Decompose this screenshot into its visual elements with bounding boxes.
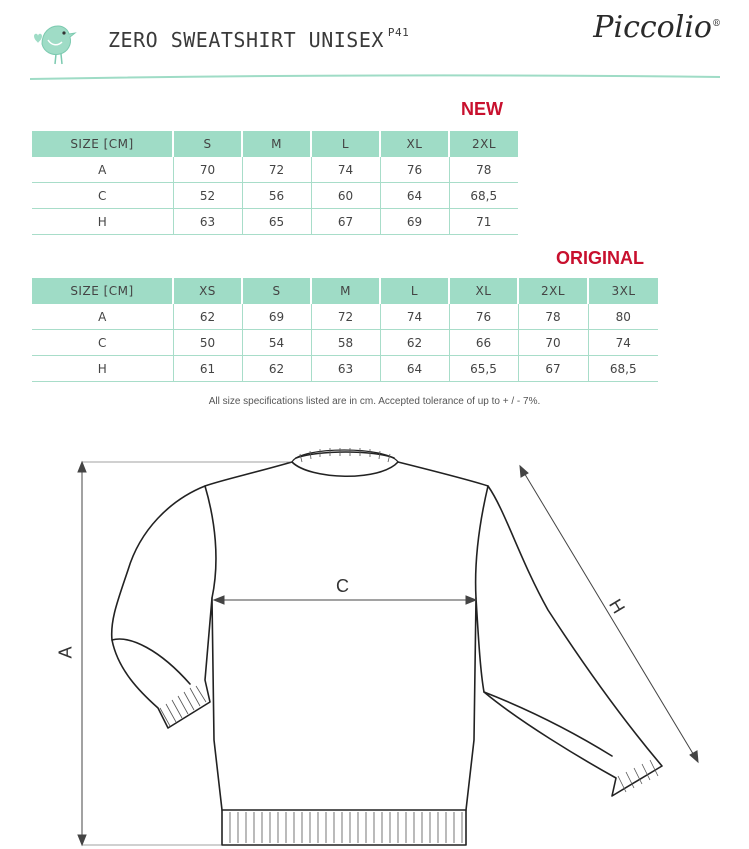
table-cell: 61 xyxy=(173,356,242,382)
table-cell: 64 xyxy=(380,356,449,382)
column-header: XL xyxy=(449,278,518,304)
dimension-a-label: A xyxy=(55,646,76,659)
table-row xyxy=(32,330,658,356)
product-code: P41 xyxy=(387,26,410,39)
column-header: SIZE [CM] xyxy=(32,278,173,304)
table-cell: 80 xyxy=(588,304,658,330)
table-cell: 76 xyxy=(380,157,449,183)
table-row xyxy=(32,209,518,235)
table-cell: 70 xyxy=(518,330,588,356)
column-header: 3XL xyxy=(588,278,658,304)
row-label: C xyxy=(32,330,173,356)
table-header-row xyxy=(32,278,658,304)
table-cell: 58 xyxy=(311,330,380,356)
hem-band xyxy=(222,810,466,845)
brand-logo xyxy=(593,10,721,45)
table-cell: 72 xyxy=(311,304,380,330)
column-header: M xyxy=(311,278,380,304)
table-row xyxy=(32,356,658,382)
page-header xyxy=(0,0,749,80)
collar-outer xyxy=(292,462,398,476)
table-cell: 68,5 xyxy=(449,183,518,209)
table-cell: 52 xyxy=(173,183,242,209)
bird-logo-icon xyxy=(28,12,88,67)
table-cell: 64 xyxy=(380,183,449,209)
brand-name: Piccolio xyxy=(593,10,712,45)
table-cell: 74 xyxy=(311,157,380,183)
new-table-label: NEW xyxy=(461,99,503,119)
original-size-table xyxy=(32,278,658,382)
column-header: XL xyxy=(380,131,449,157)
dimension-c-label: C xyxy=(336,576,349,596)
column-header: L xyxy=(311,131,380,157)
table-cell: 70 xyxy=(173,157,242,183)
row-label: H xyxy=(32,356,173,382)
row-label: C xyxy=(32,183,173,209)
column-header: 2XL xyxy=(449,131,518,157)
tolerance-note: All size specifications listed are in cm. Accepted tolerance of up to + / - 7%. xyxy=(208,396,541,407)
table-cell: 71 xyxy=(449,209,518,235)
table-cell: 68,5 xyxy=(588,356,658,382)
table-cell: 76 xyxy=(449,304,518,330)
product-title: ZERO SWEATSHIRT UNISEX xyxy=(108,28,384,52)
table-cell: 63 xyxy=(173,209,242,235)
table-cell: 66 xyxy=(449,330,518,356)
table-cell: 67 xyxy=(311,209,380,235)
table-cell: 62 xyxy=(173,304,242,330)
left-armhole-seam xyxy=(205,486,216,598)
table-header-row xyxy=(32,131,518,157)
table-cell: 63 xyxy=(311,356,380,382)
table-cell: 60 xyxy=(311,183,380,209)
right-armhole-seam xyxy=(476,486,488,598)
table-cell: 78 xyxy=(518,304,588,330)
row-label: A xyxy=(98,162,107,177)
table-cell: 78 xyxy=(449,157,518,183)
column-header: S xyxy=(242,278,311,304)
table-row xyxy=(32,304,658,330)
column-header: L xyxy=(380,278,449,304)
column-header: S xyxy=(173,131,242,157)
header-divider xyxy=(30,74,720,82)
table-row xyxy=(32,157,518,183)
column-header: XS xyxy=(173,278,242,304)
table-cell: 65 xyxy=(242,209,311,235)
column-header: M xyxy=(242,131,311,157)
column-header: 2XL xyxy=(518,278,588,304)
table-cell: 72 xyxy=(242,157,311,183)
table-row xyxy=(32,183,518,209)
table-cell: 65,5 xyxy=(449,356,518,382)
page-title xyxy=(108,28,409,52)
table-cell: 74 xyxy=(380,304,449,330)
sweatshirt-outline xyxy=(112,462,662,810)
table-cell: 74 xyxy=(588,330,658,356)
table-cell: 69 xyxy=(380,209,449,235)
row-label: A xyxy=(98,309,107,324)
table-cell: 67 xyxy=(518,356,588,382)
column-header: SIZE [CM] xyxy=(32,131,173,157)
table-cell: 62 xyxy=(242,356,311,382)
sweatshirt-diagram xyxy=(0,440,749,849)
table-cell: 50 xyxy=(173,330,242,356)
dimension-h-label: H xyxy=(605,595,629,617)
brand-registered-mark: ® xyxy=(712,19,721,29)
new-size-table xyxy=(32,131,518,235)
table-cell: 62 xyxy=(380,330,449,356)
original-table-label: ORIGINAL xyxy=(556,248,644,268)
table-cell: 54 xyxy=(242,330,311,356)
table-cell: 56 xyxy=(242,183,311,209)
row-label: H xyxy=(32,209,173,235)
table-cell: 69 xyxy=(242,304,311,330)
